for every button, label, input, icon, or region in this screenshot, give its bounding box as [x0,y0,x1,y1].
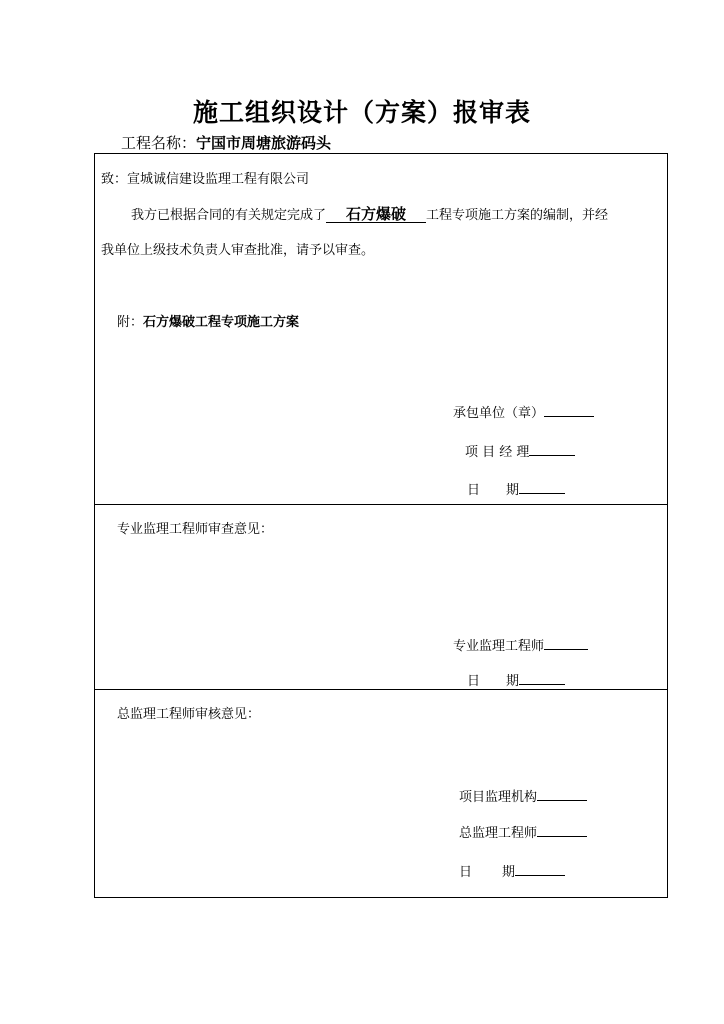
chief-date-field[interactable] [515,861,565,876]
body-suffix: 工程专项施工方案的编制，并经 [426,208,609,223]
scheme-name-field[interactable]: 石方爆破 [326,206,426,223]
project-manager-line [465,441,575,462]
approval-form-table [94,153,668,898]
chief-date-line [459,861,565,882]
submission-body-line-2: 我单位上级技术负责人审查批准，请予以审查。 [101,243,375,258]
specialist-engineer-field[interactable] [544,635,588,650]
submission-date-field[interactable] [519,479,565,494]
specialist-date-line [467,670,565,691]
chief-review-heading: 总监理工程师审核意见： [117,707,261,722]
date-label-char-1: 日 [467,674,481,689]
project-name-value: 宁国市周塘旅游码头 [196,134,332,152]
specialist-review-section [95,504,667,690]
chief-engineer-field[interactable] [537,822,587,837]
date-label-char-2: 期 [506,483,520,498]
date-label-char-2: 期 [506,674,520,689]
contractor-seal-field[interactable] [544,402,594,417]
chief-engineer-line [459,822,587,843]
submission-section [95,154,667,505]
contractor-seal-label: 承包单位（章） [453,406,545,421]
supervision-org-field[interactable] [537,786,587,801]
contractor-signature-line [453,402,594,423]
specialist-engineer-label: 专业监理工程师 [453,639,545,654]
specialist-engineer-line [453,635,588,656]
supervision-org-line [459,786,587,807]
chief-review-section [95,689,667,897]
attachment-label: 附： [117,315,144,330]
attachment-line [117,314,299,332]
submission-date-line [467,479,565,500]
project-name-line [121,133,331,153]
supervision-org-label: 项目监理机构 [459,790,538,805]
project-name-label: 工程名称： [121,134,197,152]
body-prefix: 我方已根据合同的有关规定完成了 [131,208,327,223]
addressee: 致：宣城诚信建设监理工程有限公司 [101,172,310,187]
submission-body-line-1 [131,206,608,225]
form-title: 施工组织设计（方案）报审表 [192,98,531,127]
specialist-review-heading: 专业监理工程师审查意见： [117,522,274,537]
date-label-char-1: 日 [467,483,481,498]
project-manager-field[interactable] [529,441,575,456]
date-label-char-1: 日 [459,865,473,880]
project-manager-label: 项 目 经 理 [465,445,530,460]
date-label-char-2: 期 [502,865,516,880]
attachment-value: 石方爆破工程专项施工方案 [143,315,300,330]
specialist-date-field[interactable] [519,670,565,685]
chief-engineer-label: 总监理工程师 [459,826,538,841]
